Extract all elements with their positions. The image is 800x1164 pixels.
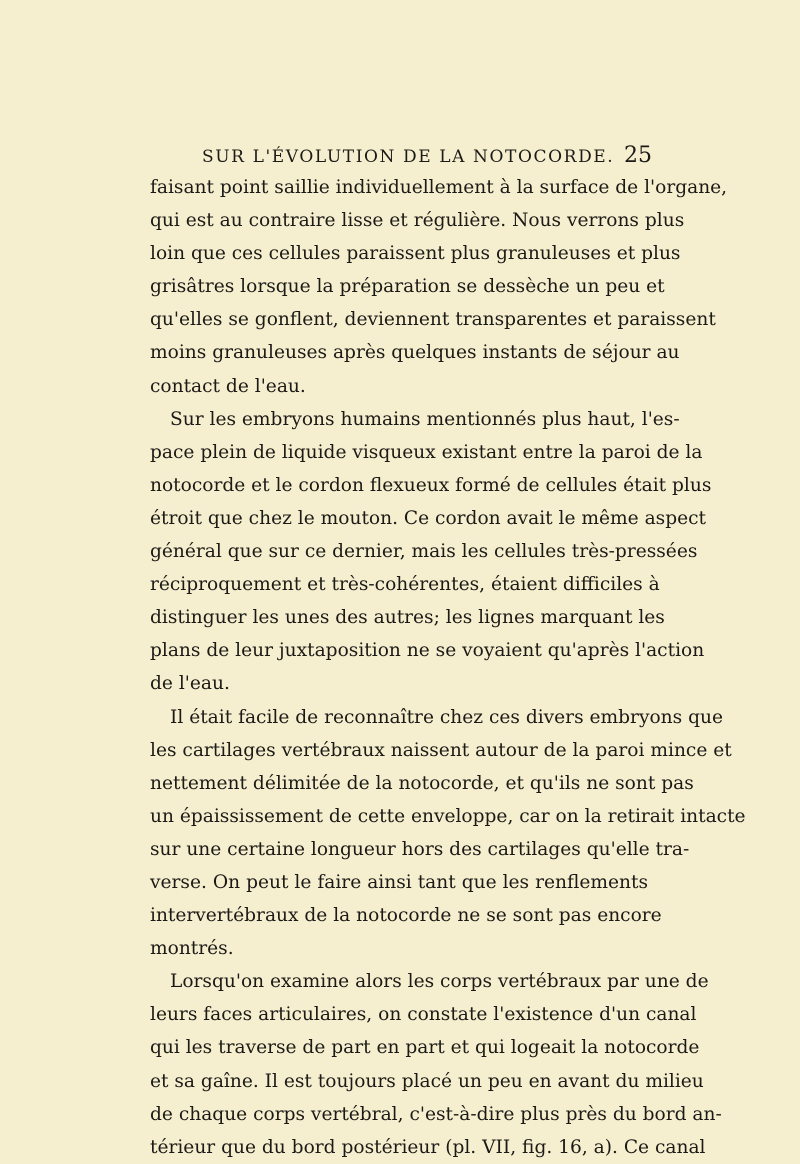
text-line: plans de leur juxtaposition ne se voyaient qu'après l'action xyxy=(150,640,705,662)
text-line: et sa gaîne. Il est toujours placé un peu en avant du milieu xyxy=(150,1070,704,1092)
text-line: loin que ces cellules paraissent plus granuleuses et plus xyxy=(150,243,681,265)
text-line: notocorde et le cordon flexueux formé de cellules était plus xyxy=(150,474,712,496)
text-line: étroit que chez le mouton. Ce cordon avait le même aspect xyxy=(150,507,706,529)
text-line: grisâtres lorsque la préparation se dessèche un peu et xyxy=(150,276,665,298)
body-text xyxy=(150,171,746,1164)
text-line: leurs faces articulaires, on constate l'existence d'un canal xyxy=(150,1004,697,1026)
text-line: verse. On peut le faire ainsi tant que les renflements xyxy=(150,871,648,893)
text-line: qu'elles se gonflent, deviennent transparentes et paraissent xyxy=(150,309,716,331)
text-line: de chaque corps vertébral, c'est-à-dire plus près du bord an- xyxy=(150,1103,722,1125)
text-line: intervertébraux de la notocorde ne se sont pas encore xyxy=(150,905,662,927)
text-line: Lorsqu'on examine alors les corps vertébraux par une de xyxy=(170,971,709,993)
text-line: Sur les embryons humains mentionnés plus haut, l'es- xyxy=(170,408,680,430)
text-line: les cartilages vertébraux naissent autour de la paroi mince et xyxy=(150,739,732,761)
page-number: 25 xyxy=(624,143,652,168)
text-line: général que sur ce dernier, mais les cellules très-pressées xyxy=(150,541,698,563)
text-line: qui est au contraire lisse et régulière. Nous verrons plus xyxy=(150,210,685,232)
text-line: montrés. xyxy=(150,938,234,960)
text-line: de l'eau. xyxy=(150,673,230,695)
text-line: Il était facile de reconnaître chez ces divers embryons que xyxy=(170,706,723,728)
text-line: sur une certaine longueur hors des cartilages qu'elle tra- xyxy=(150,838,690,860)
text-line: réciproquement et très-cohérentes, étaient difficiles à xyxy=(150,574,660,596)
running-header xyxy=(202,143,652,173)
text-line: pace plein de liquide visqueux existant entre la paroi de la xyxy=(150,441,703,463)
running-title: SUR L'ÉVOLUTION DE LA NOTOCORDE. xyxy=(202,147,615,167)
text-line: térieur que du bord postérieur (pl. VII, fig. 16, a). Ce canal xyxy=(150,1136,706,1158)
text-line: contact de l'eau. xyxy=(150,375,306,397)
text-line: nettement délimitée de la notocorde, et qu'ils ne sont pas xyxy=(150,772,694,794)
text-line: moins granuleuses après quelques instants de séjour au xyxy=(150,342,680,364)
text-line: distinguer les unes des autres; les lignes marquant les xyxy=(150,607,665,629)
text-line: un épaississement de cette enveloppe, car on la retirait intacte xyxy=(150,805,746,827)
text-line: faisant point saillie individuellement à la surface de l'organe, xyxy=(150,177,728,198)
text-line: qui les traverse de part en part et qui logeait la notocorde xyxy=(150,1037,700,1059)
